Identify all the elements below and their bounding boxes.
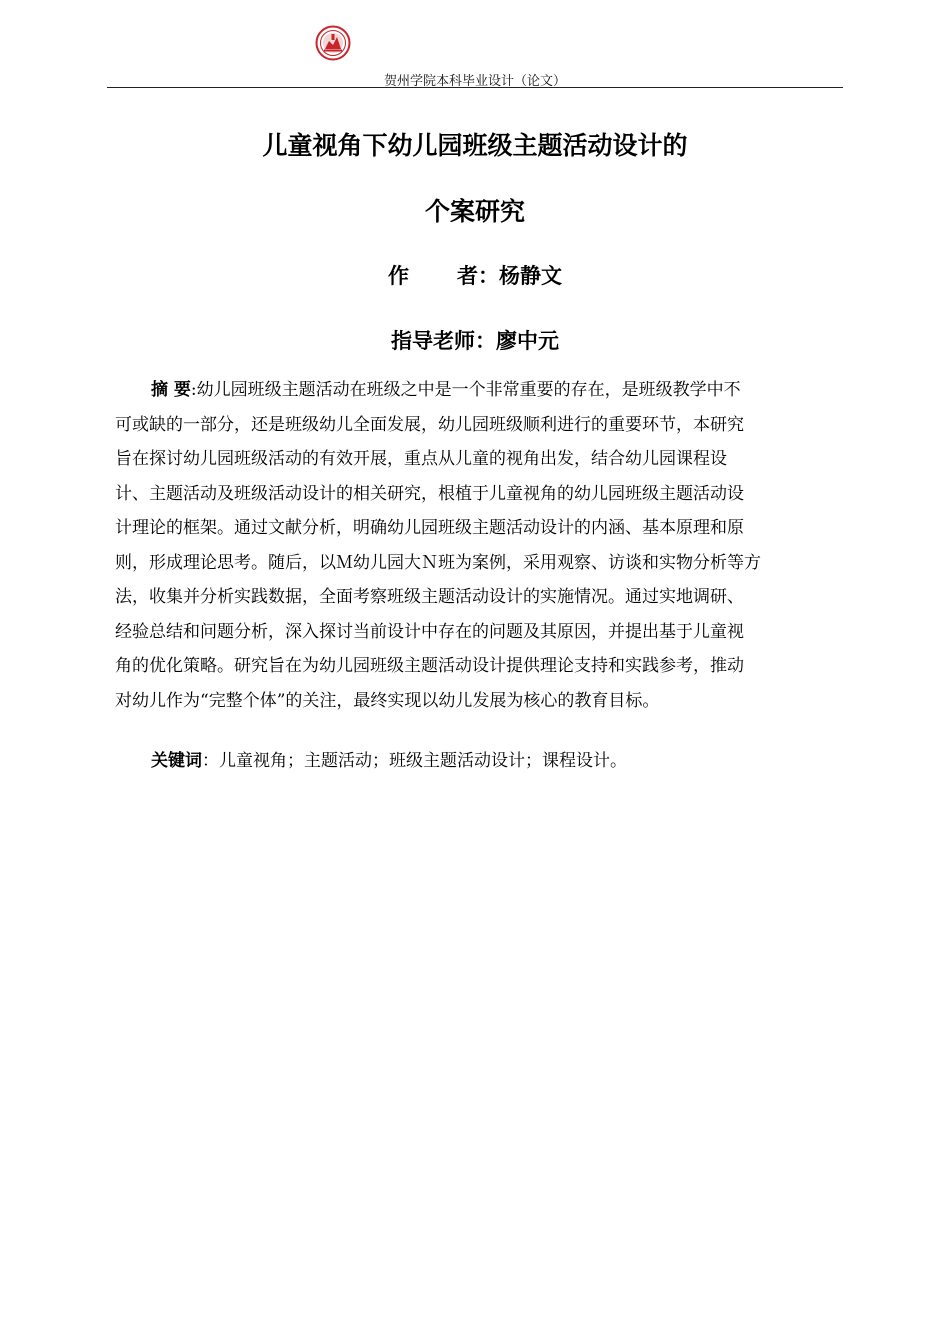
abstract-line: 法，收集并分析实践数据，全面考察班级主题活动设计的实施情况。通过实地调研、	[115, 587, 744, 607]
abstract-line: 可或缺的一部分，还是班级幼儿全面发展，幼儿园班级顺利进行的重要环节，本研究	[115, 414, 744, 435]
running-header: 贺州学院本科毕业设计（论文）	[383, 74, 566, 89]
thesis-title-line-2: 个案研究	[424, 197, 525, 226]
abstract-text: :幼儿园班级主题活动在班级之中是一个非常重要的存在，是班级教学中不	[190, 380, 741, 400]
author-label-a: 作	[388, 263, 409, 288]
keywords-line	[151, 744, 627, 779]
abstract-line: 旨在探讨幼儿园班级活动的有效开展，重点从儿童的视角出发，结合幼儿园课程设	[115, 449, 727, 469]
keywords-label: 关键词	[151, 751, 202, 771]
abstract-label: 摘 要	[151, 380, 191, 400]
author-label-b: 者：	[457, 263, 499, 288]
abstract-line: 经验总结和问题分析，深入探讨当前设计中存在的问题及其原因，并提出基于儿童视	[115, 621, 744, 642]
author-line	[0, 260, 950, 290]
thesis-title-line-1: 儿童视角下幼儿园班级主题活动设计的	[262, 131, 688, 160]
advisor-label: 指导老师：	[391, 328, 496, 353]
abstract-line: 对幼儿作为“完整个体”的关注，最终实现以幼儿发展为核心的教育目标。	[115, 690, 660, 711]
abstract-line: 计、主题活动及班级活动设计的相关研究，根植于儿童视角的幼儿园班级主题活动设	[115, 483, 744, 504]
header-divider	[107, 87, 843, 88]
keywords-text: ：儿童视角；主题活动；班级主题活动设计；课程设计。	[202, 751, 627, 771]
university-seal-icon	[315, 25, 351, 61]
abstract-line: 计理论的框架。通过文献分析，明确幼儿园班级主题活动设计的内涵、基本原理和原	[115, 518, 744, 538]
abstract-section	[115, 373, 825, 718]
advisor-name: 廖中元	[496, 328, 559, 353]
abstract-line: 则，形成理论思考。随后，以Ｍ幼儿园大Ｎ班为案例，采用观察、访谈和实物分析等方	[115, 552, 761, 573]
author-name: 杨静文	[499, 263, 562, 288]
abstract-line	[115, 373, 825, 408]
advisor-line	[0, 325, 950, 355]
abstract-line: 角的优化策略。研究旨在为幼儿园班级主题活动设计提供理论支持和实践参考，推动	[115, 656, 744, 676]
